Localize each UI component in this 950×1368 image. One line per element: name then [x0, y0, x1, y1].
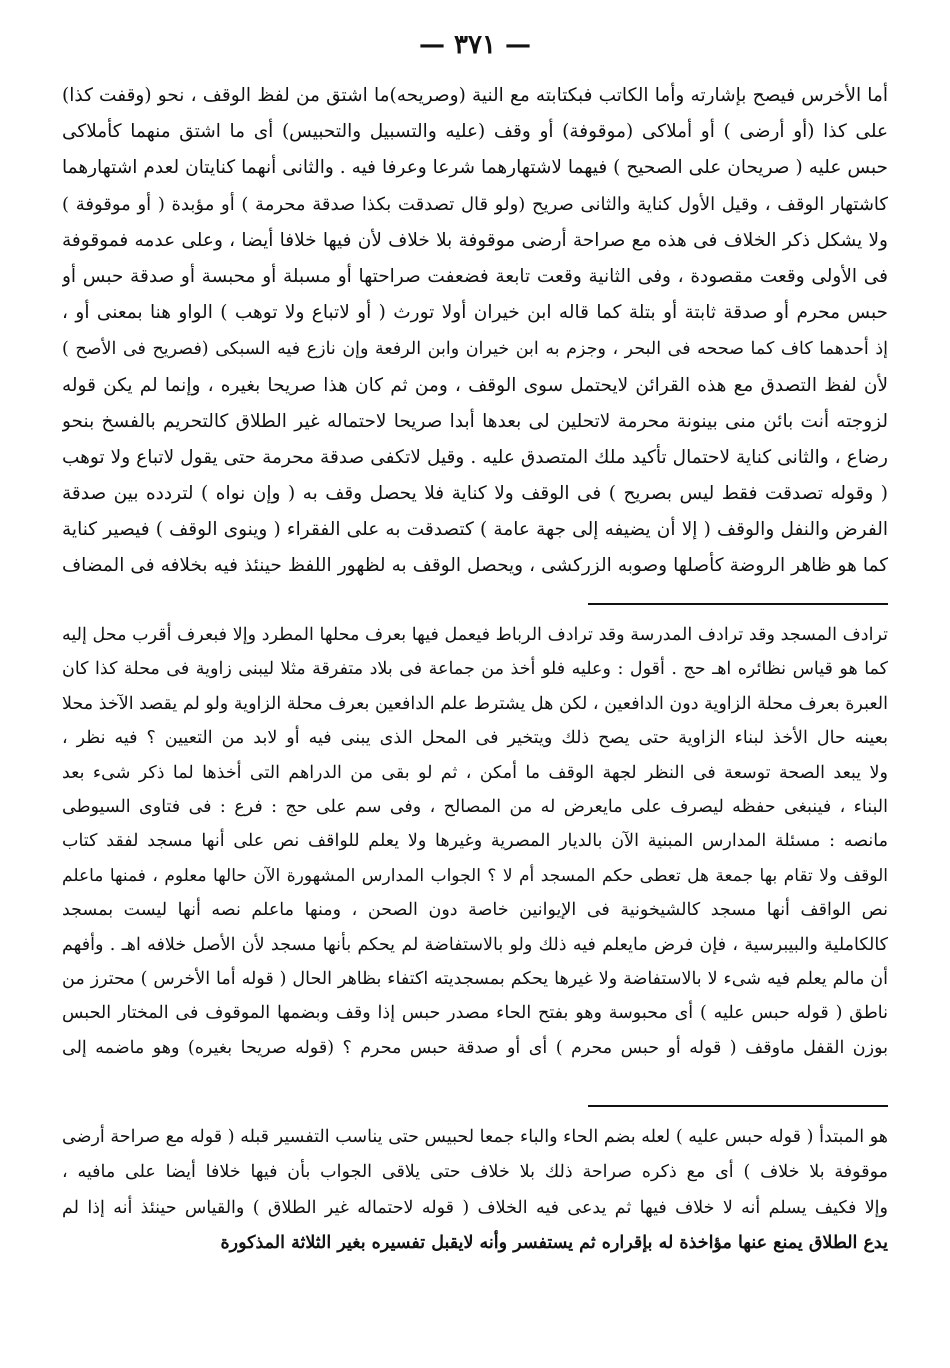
margin-notes-block: [62, 618, 888, 1065]
main-text-line: كما هو ظاهر الروضة كأصلها وصوبه الزركشى ، ويحصل الوقف به لظهور اللفظ حينئذ فيه بخلافه فى المضاف: [62, 555, 888, 577]
margin-note-line: كما هو قياس نظائره اهـ حج . أقول : وعليه فلو أخذ من جماعة فى بلاد متفرقة مثلا ليبنى زاوية فى محلة كذا كان: [62, 659, 888, 680]
margin-note-line: يدع الطلاق يمنع عنها مؤاخذة له بإقراره ثم يستفسر وأنه لايقبل تفسيره بغير الثلاثة المذكورة: [220, 1233, 888, 1254]
margin-note-line: مانصه : مسئلة المدارس المبنية الآن بالديار المصرية وغيرها ولا يعلم للواقف نص على أنها مسجد لفقد كتاب: [62, 831, 888, 852]
margin-note-line: نص الواقف أنها مسجد كالشيخونية فى الإيوانين خاصة دون الصحن ، ومنها ماعلم نصه أنها ليست بمسجد: [62, 900, 888, 921]
main-text-line: ( وقوله تصدقت فقط ليس بصريح ) فى الوقف ولا كناية فلا يحصل وقف به ( وإن نواه ) لتردده بين صدقة: [62, 483, 888, 505]
margin-note-line: أن مالم يعلم فيه شىء لا بالاستفاضة ولا غيرها يحكم بمسجديته اكتفاء بظاهر الحال ( قوله أما الأخرس ) محترز من: [62, 968, 888, 989]
margin-note-line: ولا يبعد الصحة توسعة فى النظر لجهة الوقف ما أمكن ، ثم لو بقى من الدراهم التى أخذها لما ذكر شىء بعد: [62, 762, 888, 783]
main-text-line: لأن لفظ التصدق مع هذه القرائن لايحتمل سوى الوقف ، ومن ثم كان هذا صريحا بغيره ، وإنما لم يكن قوله: [62, 374, 888, 396]
margin-notes-block: [62, 1120, 888, 1262]
margin-note-line: ترادف المسجد وقد ترادف المدرسة وقد ترادف الرباط فيعمل فيها بعرف محلها المطرد وإلا فبعرف أقرب محل إليه: [62, 625, 888, 645]
main-text-line: حبس عليه ( صريحان على الصحيح ) فيهما لاشتهارهما شرعا وعرفا فيه . والثانى أنهما كنايتان لعدم اشتهارهما: [62, 157, 888, 179]
margin-note-line: البناء ، فينبغى حفظه ليصرف على مايعرض له من المصالح ، وفى سم على حج : فرع : فى فتاوى السيوطى: [62, 796, 888, 817]
margin-note-line: وإلا فكيف يسلم أنه لا خلاف فيها ثم يدعى فيه الخلاف ( قوله لاحتماله غير الطلاق ) والقياس حينئذ أنه إذا لم: [62, 1197, 888, 1218]
margin-note-line: الوقف ولا تقام بها جمعة هل تعطى حكم المسجد أم لا ؟ الجواب المدارس المشهورة الآن حالها معلوم ، فمنها ماعلم: [62, 865, 888, 886]
margin-note-line: ناطق ( قوله حبس عليه ) أى محبوسة وهو بفتح الحاء مصدر حبس إذا وقف وبضمها الموقوف فى المختار الحبس: [62, 1003, 888, 1024]
main-text-line: إذ أحدهما كاف كما صححه فى البحر ، وجزم به ابن خيران وابن الرفعة وإن نازع فيه السبكى (فصريح فى الأصح ): [62, 339, 888, 360]
main-text-line: رضاع ، والثانى كناية لاحتمال تأكيد ملك المتصدق عليه . وقيل لاتكفى صدقة محرمة حتى يقول لاتباع ولا توهب: [62, 446, 888, 468]
main-text-line: كاشتهار الوقف ، وقيل الأول كناية والثانى صريح (ولو قال تصدقت بكذا صدقة محرمة ) أو مؤبدة ( أو موقوفة ): [62, 193, 888, 215]
main-text-line: ولا يشكل ذكر الخلاف فى هذه مع صراحة أرضى موقوفة بلا خلاف لأن فيها خلافا أيضا ، وعلى عدمه فموقوفة: [62, 229, 888, 251]
margin-note-line: موقوفة بلا خلاف ) أى مع ذكره صراحة ذلك بلا خلاف حتى يلاقى الجواب بأن فيها خلافا أيضا على مافيه ،: [62, 1162, 888, 1183]
main-text-line: لزوجته أنت بائن منى بينونة محرمة لاتحلين لى بعدها أبدا صريحا لاحتماله غير الطلاق كالتحريم بالفسخ بنحو: [62, 410, 888, 432]
margin-note-line: كالكاملية والبيبرسية ، فإن فرض مايعلم فيه ذلك ولو بالاستفاضة لم يحكم بأنها مسجد لأن الأصل خلافه اهـ . وأفهم: [62, 934, 888, 955]
margin-note-line: بوزن القفل ماوقف ( قوله أو حبس محرم ) أى أو صدقة حبس محرم ؟ (قوله صريحا بغيره) وهو ماضمه إلى: [62, 1037, 888, 1058]
margin-note-line: العبرة بعرف محلة الزاوية دون الدافعين ، لكن هل يشترط علم الدافعين بعرف محلة الزاوية ولو لم يقصد الآخذ محلا: [62, 693, 888, 714]
footnote-divider: [588, 1105, 888, 1107]
margin-note-line: بعينه حال الأخذ لبناء الزاوية حتى يصح ذلك ويتخير فى المحل الذى يبنى فيه أو لابد من التعيين ؟ فيه نظر ،: [62, 728, 888, 749]
main-text-line: حبس محرم أو صدقة ثابتة أو بتلة كما قاله ابن خيران أولا تورث ( أو لاتباع ولا توهب ) الواو هنا بمعنى أو ،: [62, 302, 888, 324]
footnote-divider: [588, 603, 888, 605]
main-text-block: [62, 78, 888, 585]
main-text-line: على كذا (أو أرضى ) أو أملاكى (موقوفة) أو وقف (عليه والتسبيل والتحبيس) أى ما اشتق منهما كأملاكى: [62, 121, 888, 143]
margin-note-line: هو المبتدأ ( قوله حبس عليه ) لعله بضم الحاء والباء جمعا لحبيس حتى يناسب التفسير قبله ( قوله مع صراحة أرضى: [62, 1127, 888, 1147]
page-number: — ٣٧١ —: [418, 30, 532, 60]
main-text-line: الفرض والنفل والوقف ( إلا أن يضيفه إلى جهة عامة ) كتصدقت به على الفقراء ( وينوى الوقف ) فيصير كناية: [62, 519, 888, 541]
main-text-line: فى الأولى وقعت مقصودة ، وفى الثانية وقعت تابعة فضعفت صراحتها أو مسبلة أو محبسة أو صدقة حبس أو: [62, 265, 888, 287]
main-text-line: أما الأخرس فيصح بإشارته وأما الكاتب فبكتابته مع النية (وصريحه)ما اشتق من لفظ الوقف ، نحو (وقفت كذا): [62, 85, 888, 106]
